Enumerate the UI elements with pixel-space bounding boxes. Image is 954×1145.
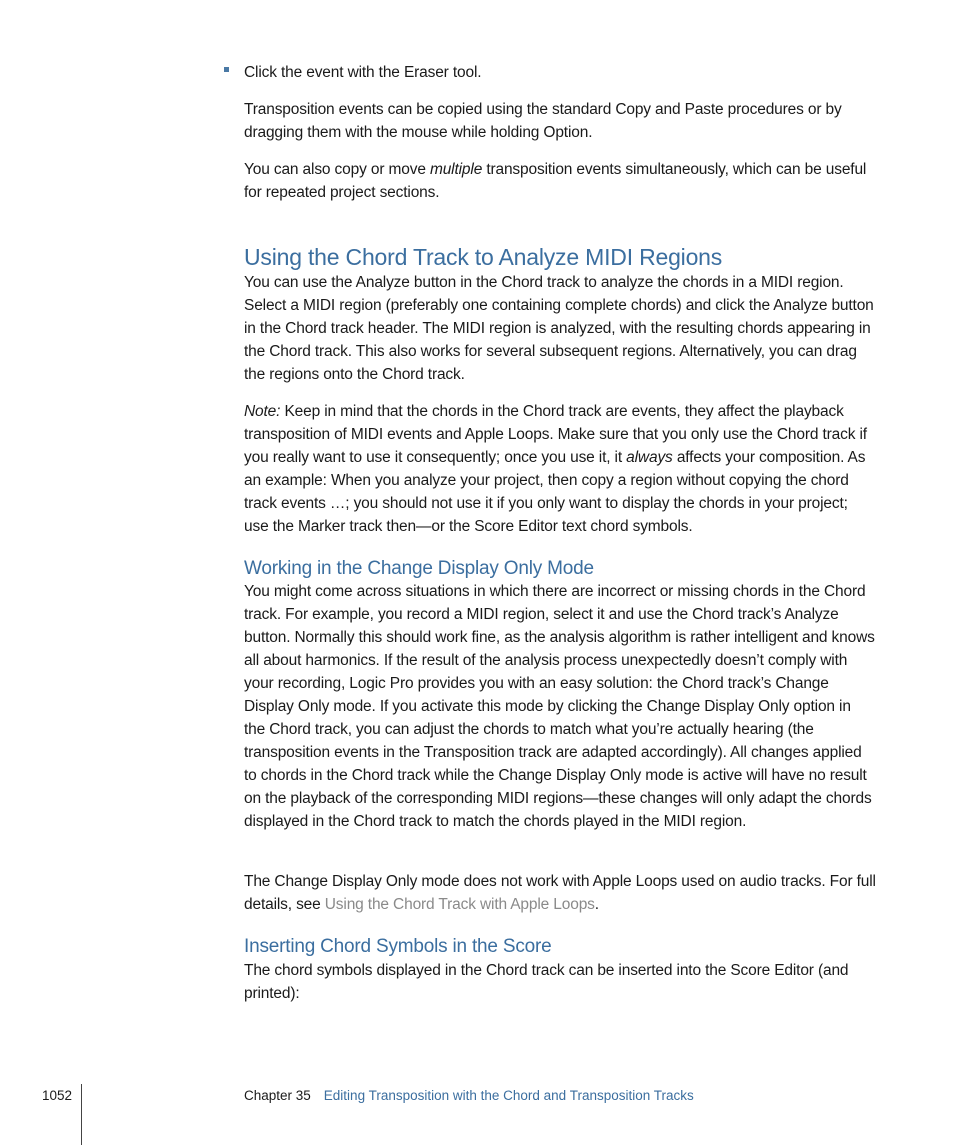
paragraph-copy-paste: Transposition events can be copied using the standard Copy and Paste procedures or by dragging them with the mouse while holding Option. xyxy=(244,101,842,141)
paragraph-analyze: You can use the Analyze button in the Chord track to analyze the chords in a MIDI region. Select a MIDI region (preferably one containing complete chords) and click the Analyze button in the Chord track header. The MIDI region is analyzed, with the resulting chords appearing in the Chord track. This also works for several subsequent regions. Alternatively, you can drag the regions onto the Chord track. xyxy=(244,274,874,383)
body-paragraph xyxy=(244,870,876,916)
paragraph-apple-loops: The Change Display Only mode does not work with Apple Loops used on audio tracks. For full details, see Using the Chord Track with Apple Loops. xyxy=(244,873,876,913)
heading-change-display-only: Working in the Change Display Only Mode xyxy=(244,558,594,579)
paragraph-note: Note: Keep in mind that the chords in the Chord track are events, they affect the playback transposition of MIDI events and Apple Loops. Make sure that you only use the Chord track if you really want to use it consequently; once you use it, it always affects your composition. As an example: When you analyze your project, then copy a region without copying the chord track events …; you should not use it if you only want to display the chords in your project; use the Marker track then—or the Score Editor text chord symbols. xyxy=(244,403,867,535)
body-paragraph xyxy=(244,98,876,144)
bullet-text: Click the event with the Eraser tool. xyxy=(244,64,482,81)
page-number: 1052 xyxy=(42,1088,73,1103)
body-paragraph xyxy=(244,959,876,1005)
section-heading-score xyxy=(244,935,876,959)
bullet-marker xyxy=(224,67,229,72)
paragraph-multiple: You can also copy or move multiple transposition events simultaneously, which can be useful for repeated project sections. xyxy=(244,161,867,201)
heading-inserting-chord-symbols: Inserting Chord Symbols in the Score xyxy=(244,936,552,957)
footer-chapter xyxy=(244,1087,884,1105)
note-label: Note: xyxy=(244,403,281,420)
body-paragraph xyxy=(244,271,876,386)
bullet-item xyxy=(244,61,876,84)
link-apple-loops[interactable]: Using the Chord Track with Apple Loops xyxy=(324,896,595,913)
chapter-label: Chapter 35 xyxy=(244,1088,311,1103)
paragraph-display-only: You might come across situations in which there are incorrect or missing chords in the Chord track. For example, you record a MIDI region, select it and use the Chord track’s Analyze button. Normally this should work fine, as the analysis algorithm is rather intelligent and knows all about harmonics. If the result of the analysis process unexpectedly doesn’t comply with your recording, Logic Pro provides you with an easy solution: the Chord track’s Change Display Only mode. If you activate this mode by clicking the Change Display Only option in the Chord track, you can adjust the chords to match what you’re actually hearing (the transposition events in the Transposition track are adapted accordingly). All changes applied to chords in the Chord track while the Change Display Only mode is active will have no result on the playback of the corresponding MIDI regions—these changes will only adapt the chords displayed in the Chord track to match the chords played in the MIDI region. xyxy=(244,583,875,830)
section-heading-analyze xyxy=(244,243,876,271)
body-paragraph xyxy=(244,580,876,833)
body-paragraph xyxy=(244,158,876,204)
chapter-title: Editing Transposition with the Chord and Transposition Tracks xyxy=(323,1088,694,1103)
heading-analyze-midi: Using the Chord Track to Analyze MIDI Regions xyxy=(244,244,723,270)
footer-divider xyxy=(81,1084,82,1145)
note-paragraph xyxy=(244,400,876,538)
paragraph-chord-symbols: The chord symbols displayed in the Chord track can be inserted into the Score Editor (and printed): xyxy=(244,962,849,1002)
section-heading-display-only xyxy=(244,557,876,581)
